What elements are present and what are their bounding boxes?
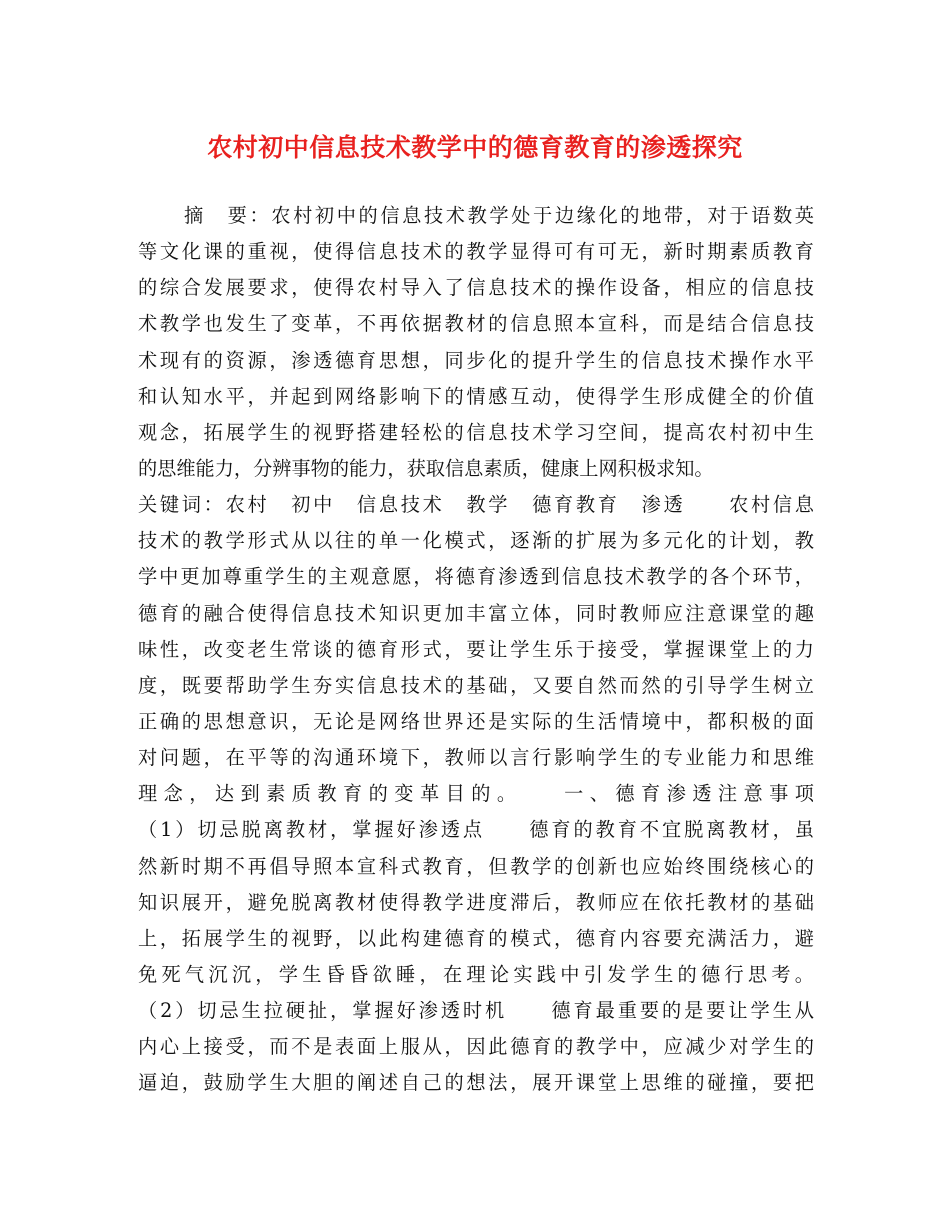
- text-line: 学中更加尊重学生的主观意愿，将德育渗透到信息技术教学的各个环节，: [138, 565, 814, 589]
- text-line: 术教学也发生了变革，不再依据教材的信息照本宣科，而是结合信息技: [138, 312, 814, 336]
- text-line: 然新时期不再倡导照本宣科式教育，但教学的创新也应始终围绕核心的: [138, 854, 814, 878]
- text-line: 观念，拓展学生的视野搭建轻松的信息技术学习空间，提高农村初中生: [138, 420, 814, 444]
- text-line: 技术的教学形式从以往的单一化模式，逐渐的扩展为多元化的计划，教: [138, 529, 814, 553]
- text-line: 对问题，在平等的沟通环境下，教师以言行影响学生的专业能力和思维: [138, 746, 814, 770]
- keywords-line: 关键词：农村 初中 信息技术 教学 德育教育 渗透 农村信息: [138, 493, 814, 517]
- text-line: 和认知水平，并起到网络影响下的情感互动，使得学生形成健全的价值: [138, 384, 814, 408]
- document-title: 农村初中信息技术教学中的德育教育的渗透探究: [207, 133, 743, 162]
- text-line: 上，拓展学生的视野，以此构建德育的模式，德育内容要充满活力，避: [138, 926, 814, 950]
- text-line: 德育的融合使得信息技术知识更加丰富立体，同时教师应注意课堂的趣: [138, 601, 814, 625]
- subsection-line: （2）切忌生拉硬扯，掌握好渗透时机 德育最重要的是要让学生从: [138, 999, 814, 1023]
- text-line: 的思维能力，分辨事物的能力，获取信息素质，健康上网积极求知。: [138, 456, 714, 480]
- text-line: 度，既要帮助学生夯实信息技术的基础，又要自然而然的引导学生树立: [138, 673, 814, 697]
- text-line: 术现有的资源，渗透德育思想，同步化的提升学生的信息技术操作水平: [138, 348, 814, 372]
- document-body: [138, 198, 814, 1102]
- text-line: 味性，改变老生常谈的德育形式，要让学生乐于接受，掌握课堂上的力: [138, 637, 814, 661]
- text-line: 内心上接受，而不是表面上服从，因此德育的教学中，应减少对学生的: [138, 1035, 814, 1059]
- text-line: 正确的思想意识，无论是网络世界还是实际的生活情境中，都积极的面: [138, 709, 814, 733]
- section-heading-line: 理念，达到素质教育的变革目的。 一、德育渗透注意事项: [138, 782, 814, 806]
- text-line: 知识展开，避免脱离教材使得教学进度滞后，教师应在依托教材的基础: [138, 890, 814, 914]
- text-line: 免死气沉沉，学生昏昏欲睡，在理论实践中引发学生的德行思考。: [138, 962, 814, 986]
- text-line: 摘 要：农村初中的信息技术教学处于边缘化的地带，对于语数英: [184, 204, 814, 227]
- text-line: 逼迫，鼓励学生大胆的阐述自己的想法，展开课堂上思维的碰撞，要把: [138, 1071, 814, 1095]
- subsection-line: （1）切忌脱离教材，掌握好渗透点 德育的教育不宜脱离教材，虽: [138, 818, 814, 842]
- text-line: 的综合发展要求，使得农村导入了信息技术的操作设备，相应的信息技: [138, 276, 814, 300]
- text-line: 等文化课的重视，使得信息技术的教学显得可有可无，新时期素质教育: [138, 240, 814, 264]
